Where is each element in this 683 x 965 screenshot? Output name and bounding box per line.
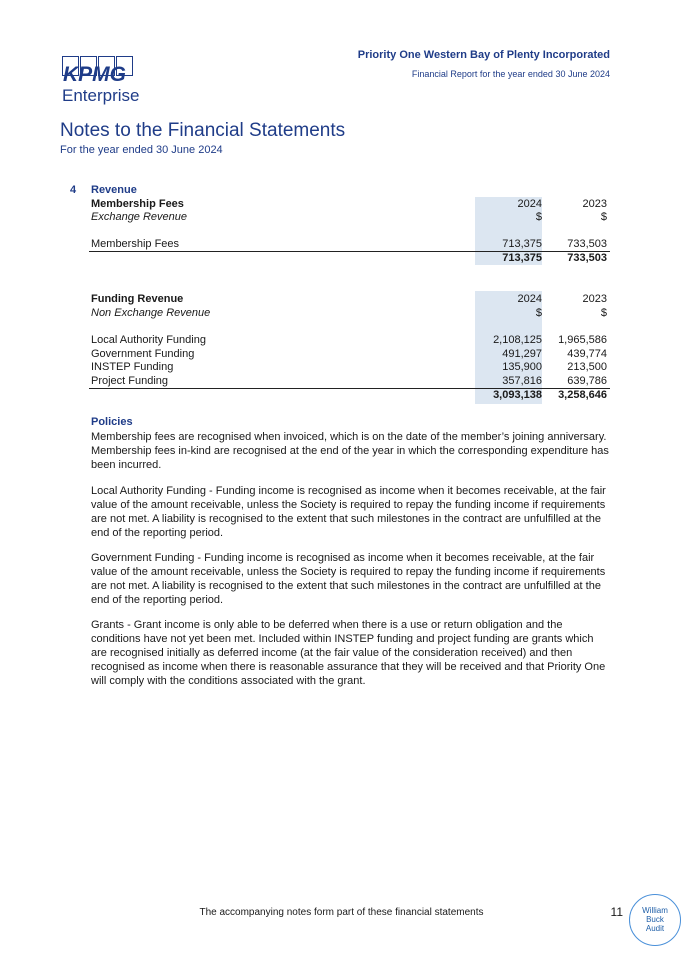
table-row-2023: 733,503 [567,238,607,250]
report-title: Financial Report for the year ended 30 June 2024 [411,69,610,79]
stamp-line-2: Buck [646,915,664,924]
membership-col-2024: 2024 [517,198,542,210]
table-row-2023: 1,965,586 [558,334,607,346]
footer-text: The accompanying notes form part of these financial statements [199,907,484,918]
membership-heading: Membership Fees [91,198,184,210]
table-row-2024: 135,900 [502,361,542,373]
policy-paragraph-grants: Grants - Grant income is only able to be deferred when there is a use or return obligation and the conditions have not yet been met. Included within INSTEP funding and project funding are grants which are recognised initially as deferred income (at the fair value of the consideration received) and then recognised as income when there is reasonable assurance that they will be received and that Priority One will comply with the conditions associated with the grant. [91,619,606,687]
funding-col-2024: 2024 [517,293,542,305]
membership-total-2023: 733,503 [567,252,607,264]
page-title: Notes to the Financial Statements [60,120,346,141]
kpmg-enterprise-logo [62,56,142,105]
funding-subheading: Non Exchange Revenue [91,307,211,319]
policy-paragraph-government: Government Funding - Funding income is recognised as income when it becomes receivable, at the fair value of the amount receivable, unless the Society is required to repay the funding income if requirements are not met. A liability is recognised to the extent that such milestones in the contract are unfulfilled at the end of the reporting period. [91,552,606,606]
membership-total-2024: 713,375 [502,252,542,264]
funding-total-2023: 3,258,646 [558,389,607,401]
policy-paragraph-local-authority: Local Authority Funding - Funding income is recognised as income when it becomes receivable, at the fair value of the amount receivable, unless the Society is required to repay the funding income if requirements are not met. A liability is recognised to the extent that such milestones in the contract are unfulfilled at the end of the reporting period. [91,485,606,539]
policy-paragraph-membership: Membership fees are recognised when invoiced, which is on the date of the member’s joining anniversary. Membership fees in-kind are recognised at the end of the year in which the corresponding expenditure has been incurred. [91,431,609,471]
stamp-line-3: Audit [645,924,665,933]
page-subtitle: For the year ended 30 June 2024 [60,144,223,156]
policies-heading: Policies [91,416,133,428]
table-row-2023: 439,774 [567,348,607,360]
funding-unit-2023: $ [600,307,607,319]
table-row-2023: 639,786 [567,375,607,387]
table-row-label: Government Funding [91,348,195,360]
william-buck-audit-stamp [629,894,681,946]
membership-unit-2023: $ [600,211,607,223]
table-row-label: INSTEP Funding [91,361,174,373]
funding-total-2024: 3,093,138 [493,389,542,401]
table-row-label: Project Funding [91,375,169,387]
table-row-2024: 713,375 [502,238,542,250]
membership-subheading: Exchange Revenue [91,211,188,223]
funding-heading: Funding Revenue [91,293,184,305]
table-row-2023: 213,500 [567,361,607,373]
funding-col-2023: 2023 [582,293,607,305]
membership-unit-2024: $ [535,211,542,223]
stamp-line-1: William [642,906,668,915]
funding-unit-2024: $ [535,307,542,319]
note-number: 4 [70,184,77,196]
logo-brand: KPMG [63,63,126,86]
table-row-2024: 2,108,125 [493,334,542,346]
membership-col-2023: 2023 [582,198,607,210]
logo-sub: Enterprise [62,86,140,105]
page-number: 11 [610,905,623,919]
table-row-label: Local Authority Funding [91,334,206,346]
note-title: Revenue [91,184,137,196]
table-row-2024: 357,816 [502,375,542,387]
organisation-name: Priority One Western Bay of Plenty Incorporated [357,49,610,61]
table-row-label: Membership Fees [91,238,180,250]
table-row-2024: 491,297 [502,348,542,360]
